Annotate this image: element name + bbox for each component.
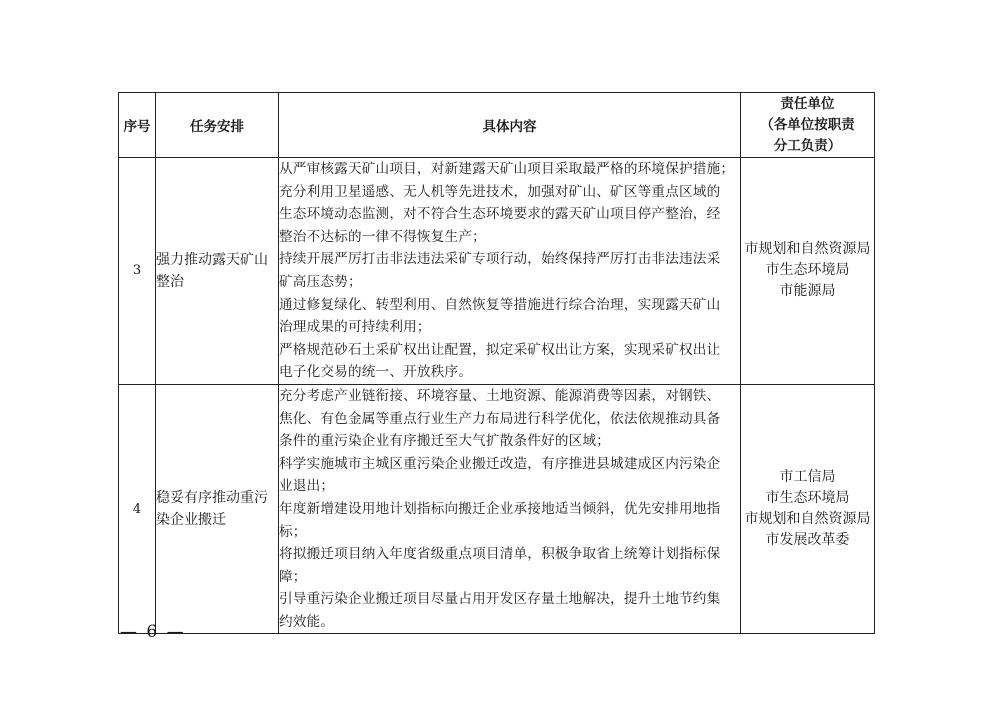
responsible-unit: 市工信局 bbox=[779, 469, 836, 486]
content-line: 业退出； bbox=[279, 478, 335, 495]
content-line: 严格规范砂石土采矿权出让配置，拟定采矿权出让方案，实现采矿权出让 bbox=[279, 341, 721, 358]
content-line: 治理成果的可持续利用； bbox=[279, 319, 431, 336]
header-content: 具体内容 bbox=[279, 93, 741, 158]
content-line: 从严审核露天矿山项目，对新建露天矿山项目采取最严格的环境保护措施； bbox=[279, 161, 735, 177]
content-line: 生态环境动态监测，对不符合生态环境要求的露天矿山项目停产整治，经 bbox=[279, 206, 721, 223]
content-line: 充分利用卫星遥感、无人机等先进技术，加强对矿山、矿区等重点区域的 bbox=[279, 183, 721, 200]
content-line: 标； bbox=[279, 523, 307, 540]
header-responsible-line: （各单位按职责 bbox=[760, 116, 855, 133]
task-line: 染企业搬迁 bbox=[156, 512, 226, 529]
content-line: 持续开展严厉打击非法违法采矿专项行动，始终保持严厉打击非法违法采 bbox=[279, 251, 721, 268]
task-line: 稳妥有序推动重污 bbox=[156, 490, 268, 507]
responsible-unit: 市发展改革委 bbox=[765, 532, 850, 549]
content-line: 充分考虑产业链衔接、环境容量、土地资源、能源消费等因素，对钢铁、 bbox=[279, 387, 721, 404]
content-line: 条件的重污染企业有序搬迁至大气扩散条件好的区域； bbox=[279, 433, 611, 450]
task-line: 强力推动露天矿山 bbox=[156, 251, 268, 268]
table-row bbox=[119, 384, 875, 634]
table-header-row bbox=[119, 93, 875, 158]
row-seq: 3 bbox=[119, 158, 156, 385]
header-responsible-line: 责任单位 bbox=[780, 95, 835, 112]
row-content bbox=[279, 158, 741, 385]
row-task bbox=[156, 158, 279, 385]
content-line: 矿高压态势； bbox=[279, 273, 362, 290]
content-line: 通过修复绿化、转型利用、自然恢复等措施进行综合治理，实现露天矿山 bbox=[279, 296, 721, 313]
task-table bbox=[118, 92, 875, 634]
responsible-unit: 市能源局 bbox=[779, 283, 836, 300]
header-seq: 序号 bbox=[119, 93, 156, 158]
header-task: 任务安排 bbox=[156, 93, 279, 158]
header-responsible-line: 分工负责） bbox=[773, 137, 842, 154]
responsible-unit: 市规划和自然资源局 bbox=[744, 511, 871, 528]
content-line: 整治不达标的一律不得恢复生产； bbox=[279, 228, 486, 245]
content-line: 年度新增建设用地计划指标向搬迁企业承接地适当倾斜，优先安排用地指 bbox=[279, 500, 721, 517]
content-line: 约效能。 bbox=[279, 613, 335, 630]
header-responsible bbox=[741, 93, 875, 158]
table-row bbox=[119, 158, 875, 385]
row-seq: 4 bbox=[119, 384, 156, 634]
row-task bbox=[156, 384, 279, 634]
row-responsible bbox=[741, 384, 875, 634]
content-line: 科学实施城市主城区重污染企业搬迁改造，有序推进县城建成区内污染企 bbox=[279, 455, 721, 472]
content-line: 焦化、有色金属等重点行业生产力布局进行科学优化，依法依规推动具备 bbox=[279, 410, 721, 427]
content-line: 电子化交易的统一、开放秩序。 bbox=[279, 364, 473, 381]
content-line: 障； bbox=[279, 568, 307, 585]
page-number: — 6 — bbox=[120, 622, 186, 642]
responsible-unit: 市生态环境局 bbox=[765, 490, 850, 507]
row-responsible bbox=[741, 158, 875, 385]
row-content bbox=[279, 384, 741, 634]
responsible-unit: 市规划和自然资源局 bbox=[744, 241, 871, 258]
task-line: 整治 bbox=[156, 273, 184, 290]
responsible-unit: 市生态环境局 bbox=[765, 262, 850, 279]
content-line: 将拟搬迁项目纳入年度省级重点项目清单，积极争取省上统筹计划指标保 bbox=[279, 546, 721, 563]
content-line: 引导重污染企业搬迁项目尽量占用开发区存量土地解决，提升土地节约集 bbox=[279, 591, 721, 608]
